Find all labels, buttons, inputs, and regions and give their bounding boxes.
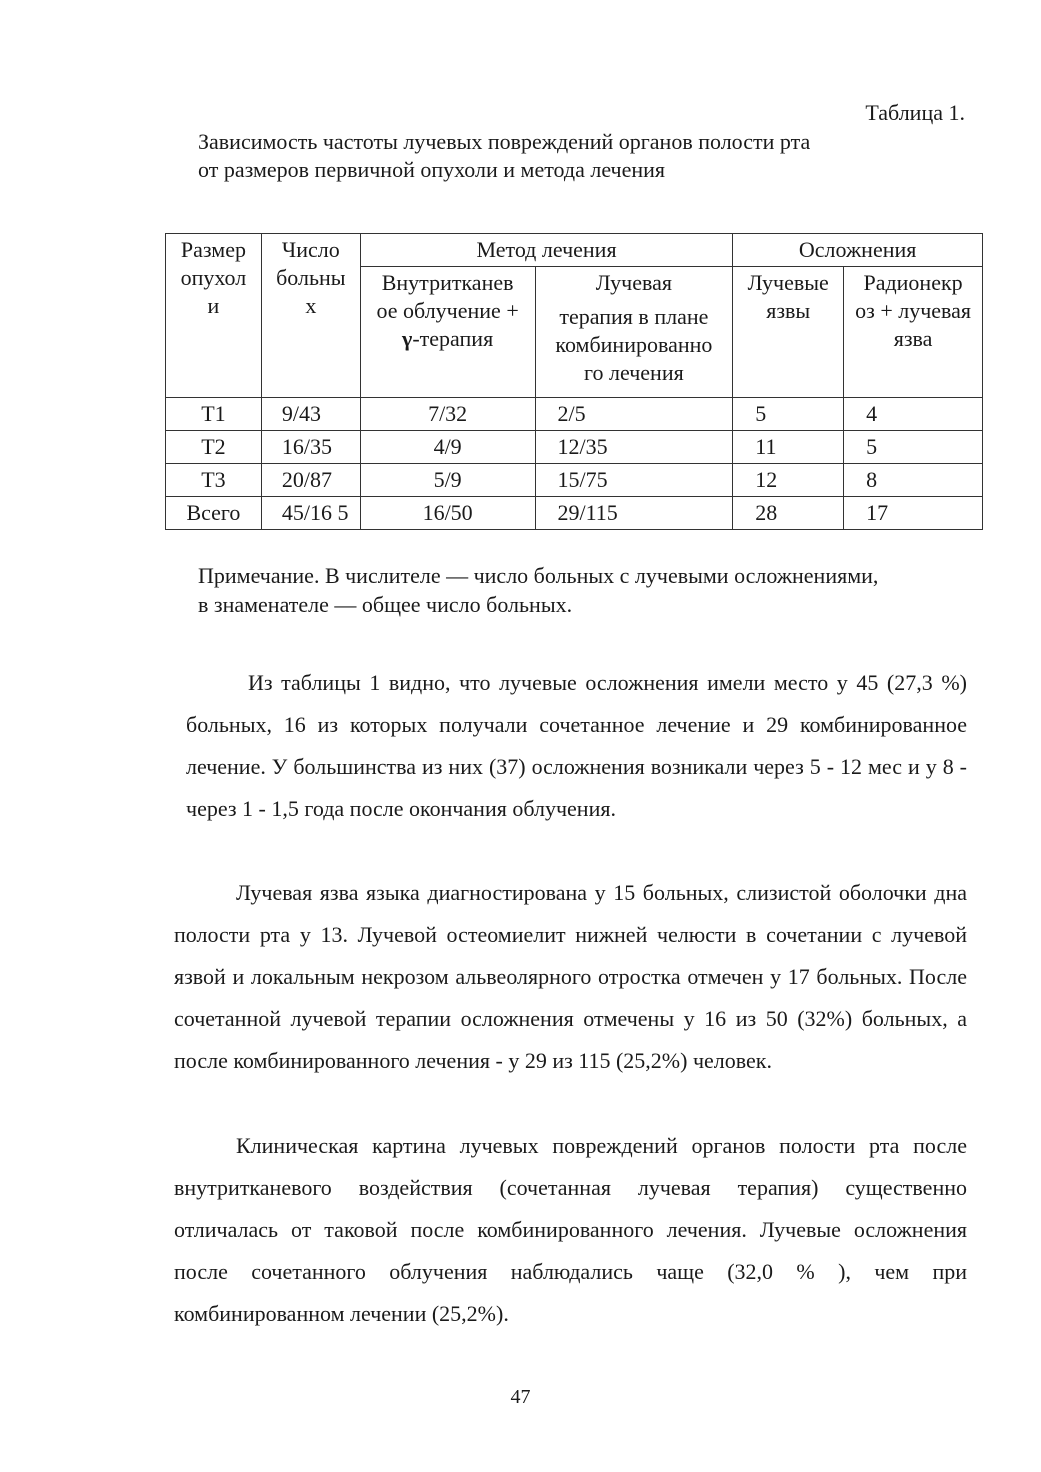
cell-patients: 45/16 5 (261, 497, 360, 530)
cell-interstitial: 4/9 (360, 431, 535, 464)
cell-radiation: 12/35 (535, 431, 733, 464)
header-ulcers: Лучевые язвы (733, 267, 844, 398)
cell-ulcers: 11 (733, 431, 844, 464)
header-interstitial-text: Внутритканев ое облучение + (376, 270, 519, 323)
cell-interstitial: 5/9 (360, 464, 535, 497)
caption-line-2: от размеров первичной опухоли и метода лечения (198, 157, 666, 182)
paragraph-3-block (174, 1125, 967, 1335)
header-method: Метод лечения (360, 234, 733, 267)
header-radiation-line1: Лучевая (595, 270, 672, 295)
cell-necrosis: 4 (844, 398, 983, 431)
cell-ulcers: 28 (733, 497, 844, 530)
note-line-1: Примечание. В числителе — число больных с лучевыми осложнениями, (198, 563, 879, 588)
table-row (166, 431, 983, 464)
cell-patients: 16/35 (261, 431, 360, 464)
header-necrosis: Радионекр оз + лучевая язва (844, 267, 983, 398)
paragraph: Лучевая язва языка диагностирована у 15 больных, слизистой оболочки дна полости рта у 13. Лучевой остеомиелит нижней челюсти в сочетании с лучевой язвой и локальным некрозом альвеолярного отростка отмечен у 17 больных. После сочетанной лучевой терапии осложнения отмечены у 16 из 50 (32%) больных, а после комбинированного лечения - у 29 из 115 (25,2%) человек. (174, 880, 967, 1073)
header-row-1 (166, 234, 983, 267)
table-row (166, 464, 983, 497)
page-number: 47 (510, 1386, 531, 1408)
caption-line-1: Зависимость частоты лучевых повреждений органов полости рта (198, 129, 811, 154)
cell-size: Т1 (166, 398, 262, 431)
cell-necrosis: 17 (844, 497, 983, 530)
cell-size: Т3 (166, 464, 262, 497)
cell-interstitial: 16/50 (360, 497, 535, 530)
data-table (165, 233, 983, 530)
cell-radiation: 2/5 (535, 398, 733, 431)
cell-size: Т2 (166, 431, 262, 464)
cell-ulcers: 5 (733, 398, 844, 431)
cell-patients: 20/87 (261, 464, 360, 497)
table-label: Таблица 1. (865, 100, 965, 125)
table-caption (198, 128, 810, 184)
table-row (166, 398, 983, 431)
header-interstitial (360, 267, 535, 398)
header-size: Размер опухол и (166, 234, 262, 398)
header-radiation (535, 267, 733, 398)
cell-ulcers: 12 (733, 464, 844, 497)
paragraph: Из таблицы 1 видно, что лучевые осложнения имели место у 45 (27,3 %) больных, 16 из которых получали сочетанное лечение и 29 комбинированное лечение. У большинства из них (37) осложнения возникали через 5 - 12 мес и у 8 - через 1 - 1,5 года после окончания облучения. (186, 670, 967, 821)
cell-necrosis: 8 (844, 464, 983, 497)
cell-patients: 9/43 (261, 398, 360, 431)
header-complications: Осложнения (733, 234, 983, 267)
table-row-total (166, 497, 983, 530)
header-radiation-line2: терапия в плане комбинированно го лечения (555, 304, 713, 385)
note-line-2: в знаменателе — общее число больных. (198, 592, 573, 617)
cell-interstitial: 7/32 (360, 398, 535, 431)
table-note (198, 561, 878, 619)
paragraph-2-block (174, 872, 967, 1082)
cell-size: Всего (166, 497, 262, 530)
paragraph: Клиническая картина лучевых повреждений органов полости рта после внутритканевого воздействия (сочетанная лучевая терапия) существенно отличалась от таковой после комбинированного лечения. Лучевые осложнения после сочетанного облучения наблюдались чаще (32,0 % ), чем при комбинированном лечении (25,2%). (174, 1133, 967, 1326)
cell-necrosis: 5 (844, 431, 983, 464)
cell-radiation: 15/75 (535, 464, 733, 497)
gamma-symbol: γ (402, 326, 413, 351)
header-interstitial-suffix: -терапия (412, 326, 494, 351)
header-patients: Число больны х (261, 234, 360, 398)
cell-radiation: 29/115 (535, 497, 733, 530)
paragraph-1-block (186, 662, 967, 830)
